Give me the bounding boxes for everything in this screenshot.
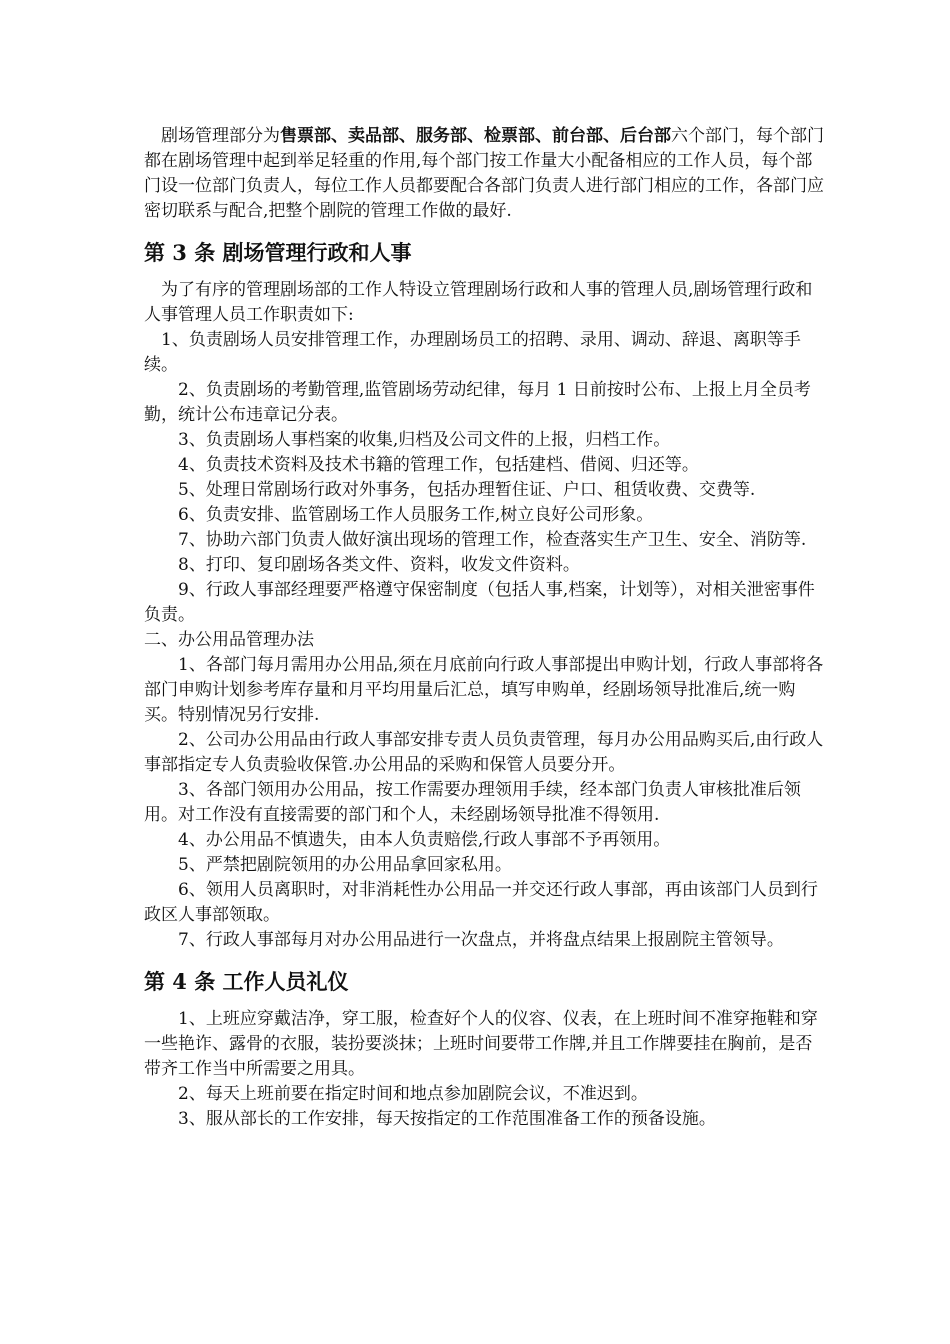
section-3-intro: 为了有序的管理剧场部的工作人特设立管理剧场行政和人事的管理人员,剧场管理行政和人事管理人员工作职责如下: <box>144 280 813 325</box>
section-3-item: 6、负责安排、监管剧场工作人员服务工作,树立良好公司形象。 <box>178 505 654 525</box>
section-3-item: 3、负责剧场人事档案的收集,归档及公司文件的上报，归档工作。 <box>178 430 671 450</box>
office-supplies-item: 1、各部门每月需用办公用品,须在月底前向行政人事部提出申购计划，行政人事部将各部门申购计划参考库存量和月平均用量后汇总，填写申购单，经剧场领导批准后,统一购买。特别情况另行安排. <box>144 655 824 725</box>
office-supplies-item: 7、行政人事部每月对办公用品进行一次盘点，并将盘点结果上报剧院主管领导。 <box>178 930 784 950</box>
office-supplies-subheading: 二、办公用品管理办法 <box>144 630 314 650</box>
intro-prefix: 剧场管理部分为 <box>161 126 280 146</box>
section-4-heading: 第 4 条 工作人员礼仪 <box>144 969 349 994</box>
intro-suffix: 六个部门，每个部门都在剧场管理中起到举足轻重的作用,每个部门按工作量大小配备相应的工作人员，每个部门设一位部门负责人，每位工作人员都要配合各部门负责人进行部门相应的工作，各部门应密切联系与配合,把整个剧院的管理工作做的最好. <box>144 126 824 221</box>
section-3-item: 1、负责剧场人员安排管理工作，办理剧场员工的招聘、录用、调动、辞退、离职等手续。 <box>144 330 801 375</box>
intro-paragraph <box>144 124 824 224</box>
section-4-item: 1、上班应穿戴洁净，穿工服，检查好个人的仪容、仪表，在上班时间不准穿拖鞋和穿一些艳诈、露骨的衣服，装扮要淡抹；上班时间要带工作牌,并且工作牌要挂在胸前，是否带齐工作当中所需要之用具。 <box>144 1009 818 1079</box>
section-3-item: 4、负责技术资料及技术书籍的管理工作，包括建档、借阅、归还等。 <box>178 455 699 475</box>
section-4-item: 3、服从部长的工作安排，每天按指定的工作范围准备工作的预备设施。 <box>178 1109 716 1129</box>
office-supplies-item: 2、公司办公用品由行政人事部安排专责人员负责管理，每月办公用品购买后,由行政人事部指定专人负责验收保管.办公用品的采购和保管人员要分开。 <box>144 730 824 775</box>
section-4-item: 2、每天上班前要在指定时间和地点参加剧院会议，不准迟到。 <box>178 1084 648 1104</box>
office-supplies-item: 3、各部门领用办公用品，按工作需要办理领用手续，经本部门负责人审核批准后领用。对工作没有直接需要的部门和个人，未经剧场领导批准不得领用. <box>144 780 801 825</box>
section-3-item: 8、打印、复印剧场各类文件、资料，收发文件资料。 <box>178 555 580 575</box>
section-3-item: 9、行政人事部经理要严格遵守保密制度（包括人事,档案，计划等），对相关泄密事件负责。 <box>144 580 815 625</box>
section-3-heading: 第 3 条 剧场管理行政和人事 <box>144 240 412 265</box>
section-3-item: 5、处理日常剧场行政对外事务，包括办理暂住证、户口、租赁收费、交费等. <box>178 480 756 500</box>
section-3-item: 7、协助六部门负责人做好演出现场的管理工作，检查落实生产卫生、安全、消防等. <box>178 530 807 550</box>
office-supplies-item: 4、办公用品不慎遗失，由本人负责赔偿,行政人事部不予再领用。 <box>178 830 671 850</box>
office-supplies-item: 6、领用人员离职时，对非消耗性办公用品一并交还行政人事部，再由该部门人员到行政区人事部领取。 <box>144 880 818 925</box>
office-supplies-item: 5、严禁把剧院领用的办公用品拿回家私用。 <box>178 855 512 875</box>
document-body <box>144 124 824 1132</box>
section-3-item: 2、负责剧场的考勤管理,监管剧场劳动纪律，每月 1 日前按时公布、上报上月全员考勤，统计公布违章记分表。 <box>144 380 811 425</box>
intro-departments: 售票部、卖品部、服务部、检票部、前台部、后台部 <box>280 126 671 146</box>
